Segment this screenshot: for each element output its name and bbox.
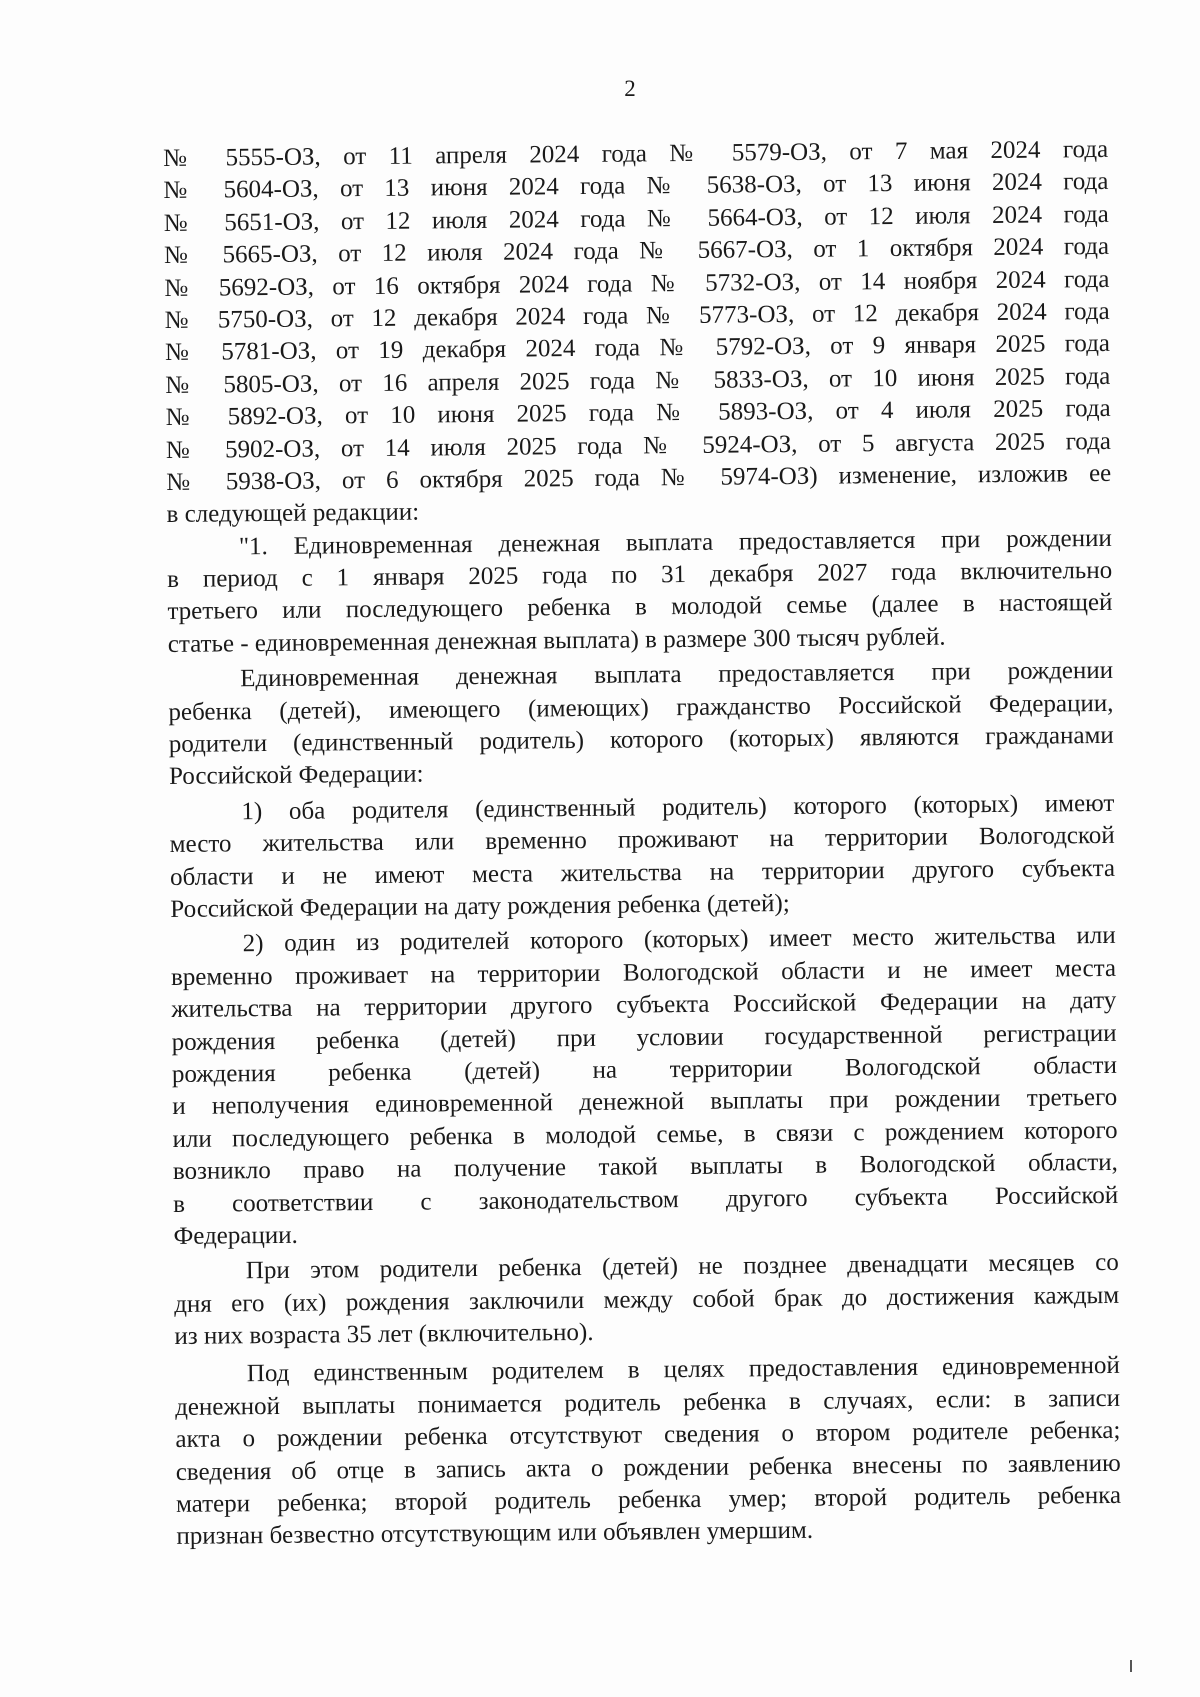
text-line: № 5665-ОЗ, от 12 июля 2024 года № 5667-ОЗ, от 1 октября 2024 года [163, 233, 1110, 270]
text-line: статье - единовременная денежная выплата) в размере 300 тысяч рублей. [167, 623, 946, 658]
text-line: "1. Единовременная денежная выплата предоставляется при рождении [238, 524, 1112, 560]
text-line: матери ребенка; второй родитель ребенка умер; второй родитель ребенка [175, 1481, 1122, 1518]
text-line: № 5604-ОЗ, от 13 июня 2024 года № 5638-ОЗ, от 13 июня 2024 года [163, 168, 1109, 205]
paragraph-item-2 [171, 920, 1119, 1253]
text-line: временно проживает на территории Вологодской области и не имеет места [170, 954, 1117, 991]
text-line: третьего или последующего ребенка в молодой семье (далее в настоящей [167, 589, 1113, 626]
text-line: Российской Федерации: [168, 760, 424, 791]
text-line: и неполучения единовременной денежной выплаты при рождении третьего [172, 1084, 1118, 1121]
text-line: № 5651-ОЗ, от 12 июля 2024 года № 5664-ОЗ, от 12 июля 2024 года [163, 200, 1109, 237]
text-line: родители (единственный родитель) которого (которых) являются гражданами [168, 721, 1114, 759]
text-line: № 5892-ОЗ, от 10 июня 2025 года № 5893-ОЗ, от 4 июля 2025 года [165, 395, 1111, 432]
text-line: рождения ребенка (детей) на территории Вологодской области [171, 1051, 1118, 1088]
paragraph-marriage-condition [174, 1247, 1120, 1353]
text-line: рождения ребенка (детей) при условии государственной регистрации [171, 1019, 1117, 1056]
text-line: № 5938-ОЗ, от 6 октября 2025 года № 5974-ОЗ) изменение, изложив ее [166, 459, 1112, 496]
text-line: области и не имеют места жительства на территории другого субъекта [169, 854, 1116, 891]
paragraph-citizenship [168, 655, 1114, 794]
text-line: При этом родители ребенка (детей) не позднее двенадцати месяцев со [245, 1249, 1119, 1285]
text-line: акта о рождении ребенка отсутствуют сведения о втором родителе ребенка; [175, 1417, 1121, 1454]
text-line: в период с 1 января 2025 года по 31 декабря 2027 года включительно [167, 556, 1113, 594]
text-line: № 5781-ОЗ, от 19 декабря 2024 года № 5792-ОЗ, от 9 января 2025 года [164, 330, 1111, 367]
text-line: № 5902-ОЗ, от 14 июля 2025 года № 5924-ОЗ, от 5 августа 2025 года [165, 427, 1112, 464]
text-line: № 5805-ОЗ, от 16 апреля 2025 года № 5833-ОЗ, от 10 июня 2025 года [165, 362, 1111, 399]
text-line: 2) один из родителей которого (которых) имеет место жительства или [242, 922, 1116, 958]
text-line: из них возраста 35 лет (включительно). [174, 1318, 594, 1351]
page-number: 2 [624, 76, 636, 101]
text-line: признан безвестно отсутствующим или объявлен умершим. [176, 1517, 814, 1551]
text-line: Российской Федерации на дату рождения ребенка (детей); [170, 890, 790, 923]
text-line: 1) оба родителя (единственный родитель) которого (которых) имеют [241, 789, 1115, 826]
text-line: Федерации. [173, 1221, 298, 1250]
text-line: в соответствии с законодательством другого субъекта Российской [173, 1181, 1119, 1218]
text-line: в следующей редакции: [166, 498, 420, 529]
text-line: жительства на территории другого субъекта Российской Федерации на дату [171, 987, 1117, 1024]
text-line: № 5555-ОЗ, от 11 апреля 2024 года № 5579-ОЗ, от 7 мая 2024 года [163, 135, 1109, 172]
text-line: Под единственным родителем в целях предоставления единовременной [246, 1352, 1120, 1388]
text-line: № 5750-ОЗ, от 12 декабря 2024 года № 5773-ОЗ, от 12 декабря 2024 года [164, 297, 1110, 334]
text-line: дня его (их) рождения заключили между собой брак до достижения каждым [174, 1281, 1120, 1318]
text-line: возникло право на получение такой выплаты в Вологодской области, [172, 1148, 1118, 1186]
text-line: или последующего ребенка в молодой семье, в связи с рождением которого [172, 1116, 1118, 1153]
document-body [163, 134, 1121, 1554]
law-list-paragraph [163, 134, 1112, 532]
scan-mark [1130, 1660, 1132, 1672]
text-line: место жительства или временно проживают на территории Вологодской [169, 822, 1115, 859]
paragraph-item-1 [169, 788, 1115, 927]
text-line: № 5692-ОЗ, от 16 октября 2024 года № 5732-ОЗ, от 14 ноября 2024 года [164, 265, 1110, 302]
text-line: сведения об отце в запись акта о рождении ребенка внесены по заявлению [175, 1449, 1121, 1486]
text-line: Единовременная денежная выплата предоставляется при рождении [240, 657, 1114, 693]
text-line: денежной выплаты понимается родитель ребенка в случаях, если: в записи [175, 1384, 1121, 1421]
paragraph-payment-amount [167, 523, 1113, 662]
paragraph-single-parent [175, 1350, 1122, 1553]
text-line: ребенка (детей), имеющего (имеющих) гражданство Российской Федерации, [168, 689, 1114, 726]
